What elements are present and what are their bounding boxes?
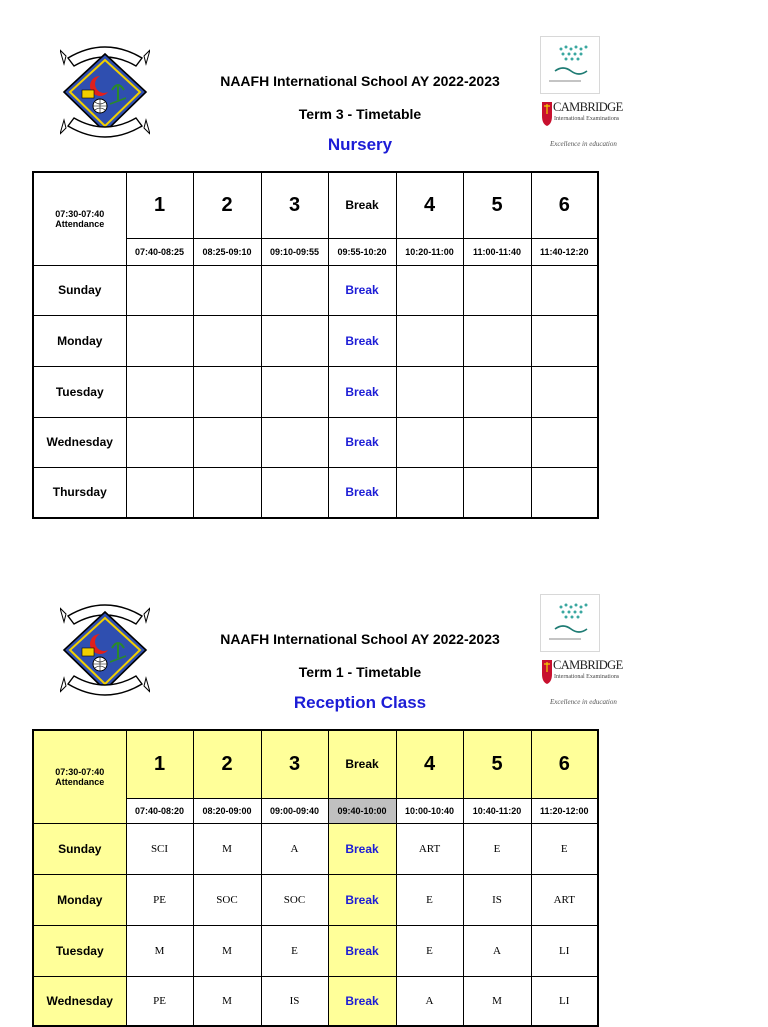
school-title: NAAFH International School AY 2022-2023 <box>220 73 500 89</box>
school-crest-logo <box>60 598 150 706</box>
period-time: 11:20-12:00 <box>531 798 598 823</box>
break-cell: Break <box>328 976 396 1026</box>
period-header: 6 <box>531 730 598 798</box>
period-header: 2 <box>193 730 261 798</box>
lesson-cell: M <box>193 976 261 1026</box>
table-row <box>33 874 598 925</box>
break-cell: Break <box>328 823 396 874</box>
lesson-cell: LI <box>531 976 598 1026</box>
period-header: 5 <box>463 730 531 798</box>
lesson-cell: SOC <box>193 874 261 925</box>
lesson-cell <box>463 315 531 366</box>
break-cell: Break <box>328 467 396 518</box>
period-header: 3 <box>261 172 328 238</box>
lesson-cell: A <box>261 823 328 874</box>
day-label: Tuesday <box>33 925 126 976</box>
period-header: 1 <box>126 172 193 238</box>
day-label: Wednesday <box>33 976 126 1026</box>
day-label: Monday <box>33 874 126 925</box>
class-title: Nursery <box>327 135 393 154</box>
period-time: 09:10-09:55 <box>261 238 328 265</box>
lesson-cell <box>126 417 193 467</box>
day-label: Monday <box>33 315 126 366</box>
break-cell: Break <box>328 265 396 315</box>
lesson-cell <box>463 366 531 417</box>
lesson-cell <box>396 417 463 467</box>
accreditation-logos <box>538 594 623 714</box>
lesson-cell: ART <box>396 823 463 874</box>
attendance-header: 07:30-07:40 Attendance <box>33 172 126 265</box>
period-time: 10:00-10:40 <box>396 798 463 823</box>
day-label: Sunday <box>33 823 126 874</box>
lesson-cell: E <box>463 823 531 874</box>
lesson-cell <box>531 417 598 467</box>
lesson-cell: PE <box>126 874 193 925</box>
cambridge-tagline: Excellence in education <box>550 140 617 148</box>
lesson-cell <box>261 265 328 315</box>
lesson-cell <box>463 265 531 315</box>
period-header: 1 <box>126 730 193 798</box>
table-row <box>33 976 598 1026</box>
period-header: 5 <box>463 172 531 238</box>
lesson-cell: SOC <box>261 874 328 925</box>
period-time: 07:40-08:20 <box>126 798 193 823</box>
day-label: Wednesday <box>33 417 126 467</box>
break-cell: Break <box>328 366 396 417</box>
class-title: Reception Class <box>293 693 427 712</box>
term-title: Term 1 - Timetable <box>298 664 422 680</box>
school-crest-logo <box>60 40 150 148</box>
period-header: 3 <box>261 730 328 798</box>
day-label: Thursday <box>33 467 126 518</box>
lesson-cell <box>261 315 328 366</box>
lesson-cell <box>396 315 463 366</box>
lesson-cell <box>531 315 598 366</box>
lesson-cell: LI <box>531 925 598 976</box>
cambridge-wordmark: CAMBRIDGE <box>553 658 623 672</box>
lesson-cell: A <box>463 925 531 976</box>
period-time: 10:20-11:00 <box>396 238 463 265</box>
timetable-grid <box>32 729 599 1027</box>
lesson-cell <box>463 467 531 518</box>
table-row <box>33 823 598 874</box>
lesson-cell <box>193 265 261 315</box>
period-time: 11:40-12:20 <box>531 238 598 265</box>
lesson-cell: M <box>126 925 193 976</box>
table-row <box>33 366 598 417</box>
lesson-cell: M <box>193 823 261 874</box>
period-header: 4 <box>396 172 463 238</box>
cambridge-tagline: Excellence in education <box>550 698 617 706</box>
period-header: 2 <box>193 172 261 238</box>
ministry-of-education-logo <box>540 36 600 94</box>
period-time: 08:20-09:00 <box>193 798 261 823</box>
break-cell: Break <box>328 925 396 976</box>
table-row <box>33 417 598 467</box>
lesson-cell <box>126 315 193 366</box>
attendance-header: 07:30-07:40 Attendance <box>33 730 126 823</box>
table-row <box>33 467 598 518</box>
lesson-cell <box>126 265 193 315</box>
timetable-section-reception <box>0 558 768 1024</box>
period-time: 09:55-10:20 <box>328 238 396 265</box>
lesson-cell <box>193 315 261 366</box>
table-row <box>33 265 598 315</box>
lesson-cell <box>531 366 598 417</box>
lesson-cell <box>396 366 463 417</box>
cambridge-wordmark: CAMBRIDGE <box>553 100 623 114</box>
break-header: Break <box>328 730 396 798</box>
ministry-of-education-logo <box>540 594 600 652</box>
lesson-cell <box>193 366 261 417</box>
lesson-cell: A <box>396 976 463 1026</box>
period-time: 08:25-09:10 <box>193 238 261 265</box>
lesson-cell <box>193 467 261 518</box>
cambridge-logo <box>542 100 623 132</box>
day-label: Tuesday <box>33 366 126 417</box>
lesson-cell <box>396 265 463 315</box>
term-title: Term 3 - Timetable <box>298 106 422 122</box>
period-header: 4 <box>396 730 463 798</box>
lesson-cell <box>126 467 193 518</box>
lesson-cell: IS <box>261 976 328 1026</box>
day-label: Sunday <box>33 265 126 315</box>
break-cell: Break <box>328 315 396 366</box>
period-time: 09:40-10:00 <box>328 798 396 823</box>
lesson-cell: E <box>261 925 328 976</box>
period-time: 10:40-11:20 <box>463 798 531 823</box>
break-cell: Break <box>328 874 396 925</box>
accreditation-logos <box>538 36 623 156</box>
lesson-cell <box>531 265 598 315</box>
lesson-cell: PE <box>126 976 193 1026</box>
lesson-cell <box>463 417 531 467</box>
lesson-cell: E <box>531 823 598 874</box>
lesson-cell <box>193 417 261 467</box>
lesson-cell <box>531 467 598 518</box>
lesson-cell: E <box>396 925 463 976</box>
lesson-cell: IS <box>463 874 531 925</box>
cambridge-shield-icon <box>542 102 552 126</box>
period-time: 09:00-09:40 <box>261 798 328 823</box>
lesson-cell <box>261 467 328 518</box>
break-cell: Break <box>328 417 396 467</box>
break-header: Break <box>328 172 396 238</box>
cambridge-subtitle: International Examinations <box>554 116 620 122</box>
lesson-cell: M <box>463 976 531 1026</box>
lesson-cell <box>396 467 463 518</box>
cambridge-logo <box>542 658 623 690</box>
period-time: 07:40-08:25 <box>126 238 193 265</box>
lesson-cell <box>261 417 328 467</box>
table-row <box>33 925 598 976</box>
lesson-cell <box>261 366 328 417</box>
school-title: NAAFH International School AY 2022-2023 <box>220 631 500 647</box>
lesson-cell <box>126 366 193 417</box>
timetable-grid <box>32 171 599 519</box>
cambridge-shield-icon <box>542 660 552 684</box>
lesson-cell: ART <box>531 874 598 925</box>
table-row <box>33 315 598 366</box>
lesson-cell: SCI <box>126 823 193 874</box>
lesson-cell: M <box>193 925 261 976</box>
cambridge-subtitle: International Examinations <box>554 674 620 680</box>
period-time: 11:00-11:40 <box>463 238 531 265</box>
lesson-cell: E <box>396 874 463 925</box>
period-header: 6 <box>531 172 598 238</box>
